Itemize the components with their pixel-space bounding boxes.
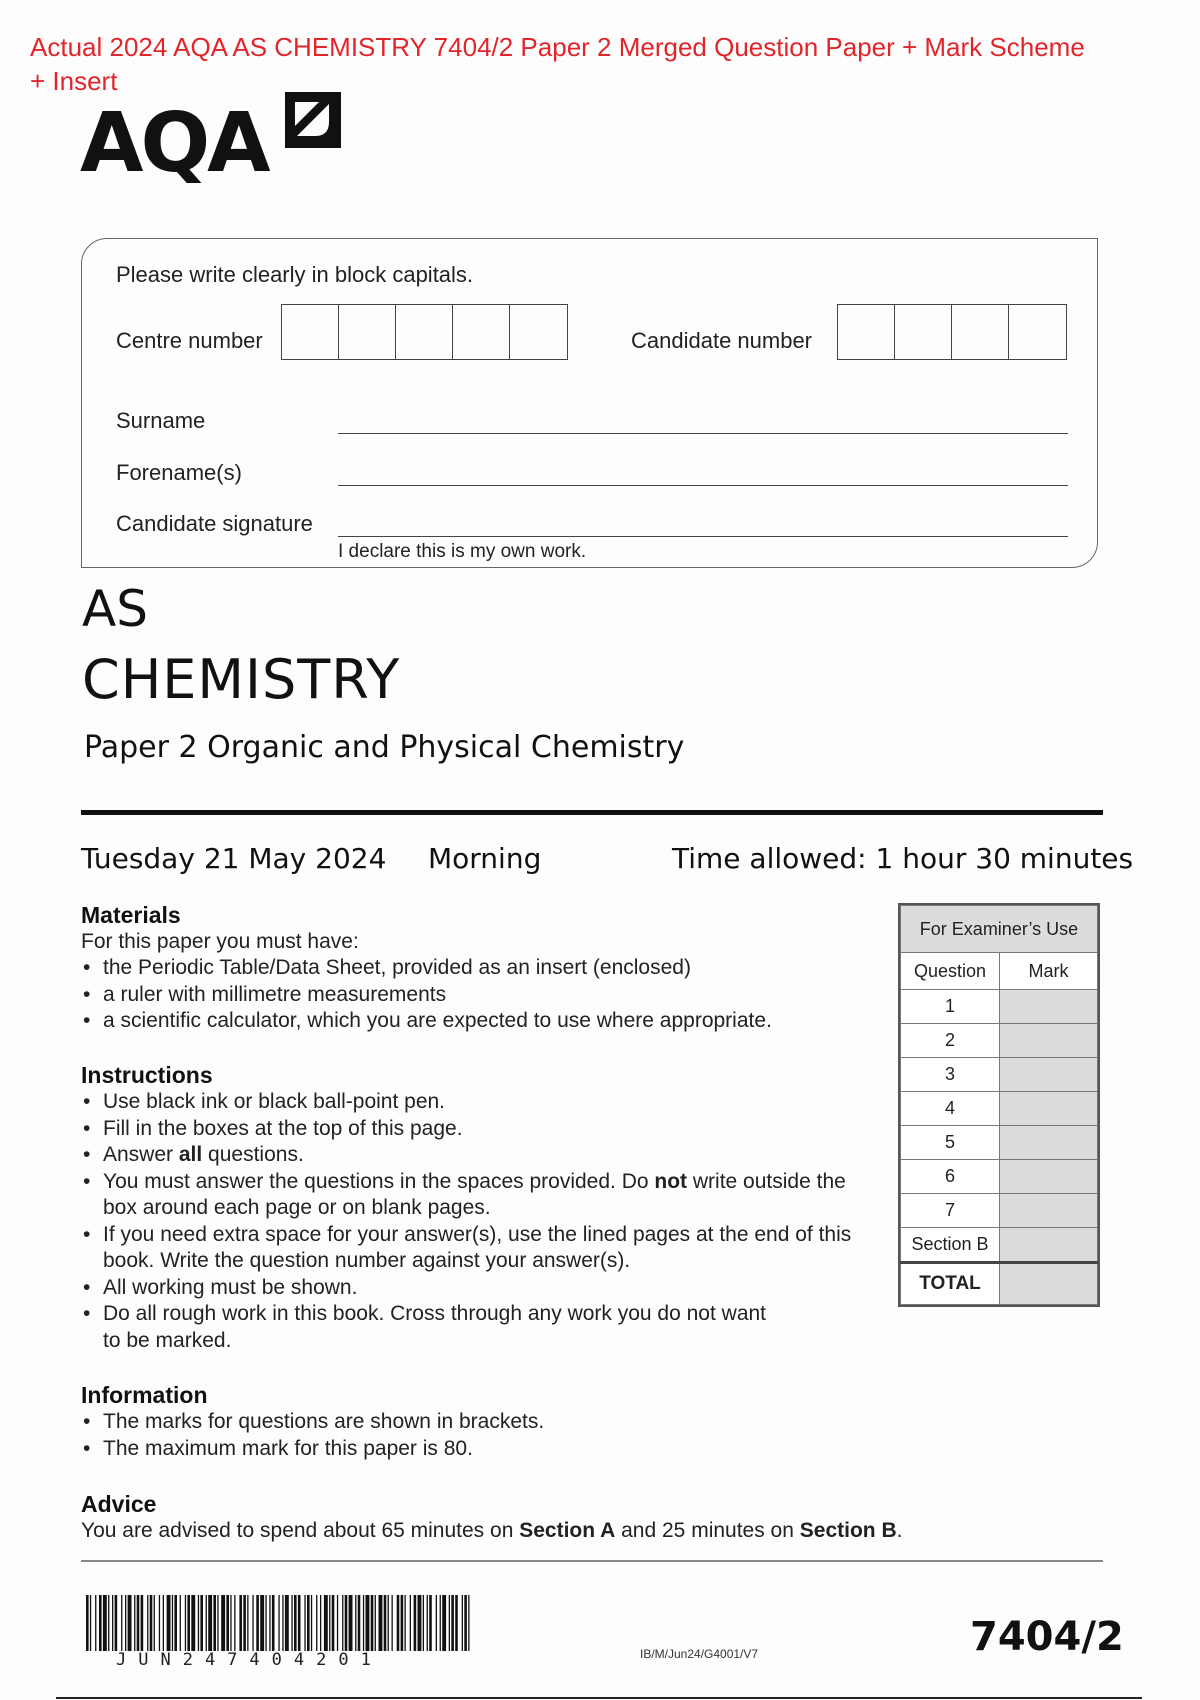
barcode-bar <box>307 1595 310 1651</box>
emphasis-text: all <box>178 1143 203 1166</box>
barcode-bar <box>291 1595 292 1651</box>
list-item <box>81 1142 871 1169</box>
information-section <box>81 1382 881 1462</box>
text-run: and 25 minutes on <box>615 1519 800 1542</box>
question-number: 3 <box>901 1058 1000 1092</box>
time-allowed: Time allowed: 1 hour 30 minutes <box>672 842 1134 875</box>
text-run: You must answer the questions in the spaces provided. Do <box>103 1169 655 1193</box>
barcode-bar <box>200 1595 203 1651</box>
examiner-use-table <box>898 903 1100 1307</box>
barcode-bar <box>464 1595 467 1651</box>
barcode-bar <box>125 1595 126 1651</box>
barcode-bar <box>252 1595 253 1651</box>
instructions-section <box>81 1062 871 1354</box>
list-item: • the Periodic Table/Data Sheet, provided as an insert (enclosed) <box>81 955 881 982</box>
barcode-bar <box>121 1595 122 1651</box>
mark-cell <box>1000 1228 1098 1263</box>
barcode-bar <box>137 1595 140 1651</box>
barcode-bar <box>265 1595 266 1651</box>
candidate-number-box[interactable] <box>838 305 895 359</box>
materials-section <box>81 902 881 1035</box>
barcode-bar <box>154 1595 155 1651</box>
question-number: 6 <box>901 1160 1000 1194</box>
list-item: • Use black ink or black ball-point pen. <box>81 1089 871 1116</box>
barcode-bar <box>324 1595 328 1651</box>
mark-cell <box>1000 1058 1098 1092</box>
exam-session: Morning <box>428 842 542 875</box>
instructions-heading: Instructions <box>81 1062 213 1088</box>
barcode-bar <box>134 1595 135 1651</box>
barcode-bar <box>397 1595 400 1651</box>
barcode-bar <box>379 1595 383 1651</box>
exam-date: Tuesday 21 May 2024 <box>81 842 387 875</box>
barcode-bar <box>174 1595 177 1651</box>
barcode-bar <box>405 1595 406 1651</box>
barcode-bar <box>243 1595 246 1651</box>
barcode-bar <box>115 1595 118 1651</box>
mark-cell <box>1000 990 1098 1024</box>
barcode-bar <box>278 1595 279 1651</box>
barcode-bar <box>418 1595 422 1651</box>
forenames-line[interactable] <box>338 485 1068 486</box>
barcode-bar <box>217 1595 218 1651</box>
candidate-signature-label: Candidate signature <box>116 511 313 536</box>
forenames-label: Forename(s) <box>116 460 242 485</box>
barcode-bar <box>316 1595 317 1651</box>
advice-section <box>81 1491 1081 1544</box>
barcode-bar <box>163 1595 164 1651</box>
text-run: Answer <box>103 1143 179 1166</box>
barcode-bar <box>442 1595 446 1651</box>
barcode-bar <box>342 1595 343 1651</box>
qualification-level: AS <box>82 580 148 638</box>
barcode-bar <box>332 1595 335 1651</box>
emphasis-text: Section B <box>799 1519 897 1542</box>
barcode-bar <box>198 1595 199 1651</box>
centre-number-box[interactable] <box>453 305 510 359</box>
question-number: 1 <box>901 990 1000 1024</box>
barcode-bar <box>337 1595 338 1651</box>
barcode-bar <box>247 1595 248 1651</box>
information-list <box>81 1409 881 1462</box>
barcode-bar <box>256 1595 259 1651</box>
surname-line[interactable] <box>338 433 1068 434</box>
text-run: You are advised to spend about 65 minutes on <box>81 1519 520 1542</box>
mark-cell <box>1000 1160 1098 1194</box>
barcode-bar <box>95 1595 96 1651</box>
list-item: • a scientific calculator, which you are expected to use where appropriate. <box>81 1008 881 1035</box>
barcode-bar <box>108 1595 109 1651</box>
logo-text: AQA <box>80 96 268 191</box>
instructions-list <box>81 1089 871 1354</box>
barcode-bar <box>468 1595 469 1651</box>
block-capitals-instruction: Please write clearly in block capitals. <box>116 262 474 287</box>
paper-title: Paper 2 Organic and Physical Chemistry <box>84 730 685 765</box>
barcode <box>86 1595 470 1651</box>
materials-heading: Materials <box>81 902 181 928</box>
barcode-bar <box>375 1595 376 1651</box>
barcode-bar <box>429 1595 432 1651</box>
table-row <box>901 1160 1098 1194</box>
table-row <box>901 1058 1098 1092</box>
barcode-bar <box>455 1595 458 1651</box>
barcode-bar <box>427 1595 428 1651</box>
list-item: • The maximum mark for this paper is 80. <box>81 1436 881 1463</box>
barcode-bar <box>269 1595 270 1651</box>
footer-divider <box>81 1560 1103 1562</box>
mark-column-header: Mark <box>1000 953 1098 990</box>
barcode-bar <box>208 1595 212 1651</box>
barcode-bar <box>410 1595 411 1651</box>
centre-number-box[interactable] <box>510 305 567 359</box>
barcode-bar <box>213 1595 216 1651</box>
barcode-bar <box>226 1595 229 1651</box>
total-label: TOTAL <box>901 1263 1000 1305</box>
centre-number-box[interactable] <box>282 305 339 359</box>
barcode-bar <box>363 1595 364 1651</box>
list-item: • All working must be shown. <box>81 1275 871 1302</box>
barcode-bar <box>103 1595 107 1651</box>
barcode-bar <box>90 1595 91 1651</box>
barcode-bar <box>191 1595 195 1651</box>
barcode-bar <box>167 1595 171 1651</box>
barcode-bar <box>185 1595 186 1651</box>
declaration-text: I declare this is my own work. <box>338 541 587 562</box>
question-number: 7 <box>901 1194 1000 1228</box>
emphasis-text: not <box>654 1169 688 1193</box>
question-number: 5 <box>901 1126 1000 1160</box>
barcode-bar <box>414 1595 417 1651</box>
barcode-bar <box>99 1595 102 1651</box>
subject-title: CHEMISTRY <box>82 648 401 711</box>
question-number: Section B <box>901 1228 1000 1263</box>
emphasis-text: Section A <box>519 1519 616 1542</box>
question-number: 4 <box>901 1092 1000 1126</box>
barcode-bar <box>187 1595 190 1651</box>
barcode-bar <box>355 1595 356 1651</box>
mark-cell <box>1000 1024 1098 1058</box>
question-number: 2 <box>901 1024 1000 1058</box>
barcode-bar <box>392 1595 393 1651</box>
barcode-bar <box>345 1595 348 1651</box>
barcode-bar <box>285 1595 289 1651</box>
barcode-bar <box>239 1595 242 1651</box>
advice-text <box>81 1518 1081 1544</box>
table-row <box>901 1024 1098 1058</box>
barcode-bar <box>366 1595 370 1651</box>
heading-divider <box>81 810 1103 815</box>
barcode-bar <box>384 1595 387 1651</box>
barcode-bar <box>141 1595 144 1651</box>
barcode-bar <box>230 1595 231 1651</box>
barcode-bar <box>440 1595 441 1651</box>
candidate-number-box[interactable] <box>1009 305 1066 359</box>
paper-reference: IB/M/Jun24/G4001/V7 <box>640 1647 759 1661</box>
aqa-logo <box>80 92 380 192</box>
barcode-bar <box>449 1595 450 1651</box>
barcode-bar <box>159 1595 160 1651</box>
barcode-bar <box>462 1595 463 1651</box>
mark-cell <box>1000 1126 1098 1160</box>
barcode-bar <box>388 1595 389 1651</box>
barcode-bar <box>147 1595 148 1651</box>
barcode-bar <box>401 1595 404 1651</box>
table-row <box>901 1228 1098 1263</box>
table-row <box>901 990 1098 1024</box>
centre-number-box[interactable] <box>339 305 396 359</box>
barcode-bar <box>423 1595 424 1651</box>
table-row <box>901 1194 1098 1228</box>
barcode-bar <box>206 1595 207 1651</box>
text-run: questions. <box>202 1143 304 1166</box>
barcode-bar <box>371 1595 374 1651</box>
barcode-bar <box>311 1595 312 1651</box>
candidate-number-box[interactable] <box>952 305 1009 359</box>
barcode-bar <box>260 1595 264 1651</box>
candidate-number-boxes[interactable] <box>837 304 1067 360</box>
barcode-bar <box>221 1595 225 1651</box>
barcode-bar <box>436 1595 437 1651</box>
barcode-bar <box>86 1595 89 1651</box>
list-item: • If you need extra space for your answer(s), use the lined pages at the end of this book. Write the question number against your answer(s). <box>81 1222 871 1275</box>
document-banner-title: Actual 2024 AQA AS CHEMISTRY 7404/2 Paper 2 Merged Question Paper + Mark Scheme + Insert <box>30 32 1085 96</box>
barcode-bar <box>358 1595 361 1651</box>
table-row <box>901 1092 1098 1126</box>
centre-number-box[interactable] <box>396 305 453 359</box>
advice-heading: Advice <box>81 1491 157 1517</box>
list-item: • a ruler with millimetre measurements <box>81 982 881 1009</box>
text-run: write outside the box around each page or on blank pages. <box>103 1169 846 1219</box>
page-bottom-rule <box>56 1697 1142 1699</box>
barcode-bar <box>329 1595 330 1651</box>
surname-label: Surname <box>116 408 206 433</box>
total-mark-cell <box>1000 1263 1098 1305</box>
barcode-digits: JUN247404201 <box>116 1650 383 1670</box>
barcode-bar <box>349 1595 353 1651</box>
question-column-header: Question <box>901 953 1000 990</box>
materials-intro: For this paper you must have: <box>81 930 359 953</box>
mark-cell <box>1000 1194 1098 1228</box>
materials-list <box>81 955 881 1035</box>
list-item: • Fill in the boxes at the top of this page. <box>81 1116 871 1143</box>
paper-code: 7404/2 <box>970 1614 1124 1660</box>
barcode-bar <box>282 1595 283 1651</box>
text-run: . <box>896 1519 903 1542</box>
total-row <box>901 1263 1098 1305</box>
candidate-number-box[interactable] <box>895 305 952 359</box>
signature-line[interactable] <box>338 536 1068 537</box>
candidate-number-label: Candidate number <box>631 328 813 353</box>
barcode-bar <box>451 1595 454 1651</box>
barcode-bar <box>172 1595 173 1651</box>
aqa-logo-mark-icon <box>285 92 341 148</box>
barcode-bar <box>320 1595 321 1651</box>
information-heading: Information <box>81 1382 208 1408</box>
barcode-bar <box>294 1595 297 1651</box>
barcode-bar <box>112 1595 113 1651</box>
list-item: • Do all rough work in this book. Cross through any work you do not want to be marked. <box>81 1301 783 1354</box>
barcode-bar <box>150 1595 153 1651</box>
barcode-bar <box>304 1595 305 1651</box>
list-item <box>81 1169 871 1222</box>
barcode-bar <box>272 1595 275 1651</box>
table-row <box>901 1126 1098 1160</box>
barcode-bar <box>234 1595 235 1651</box>
barcode-bar <box>298 1595 301 1651</box>
barcode-bar <box>128 1595 132 1651</box>
barcode-bar <box>180 1595 181 1651</box>
centre-number-boxes[interactable] <box>281 304 568 360</box>
mark-cell <box>1000 1092 1098 1126</box>
list-item: • The marks for questions are shown in brackets. <box>81 1409 881 1436</box>
centre-number-label: Centre number <box>116 328 263 353</box>
examiner-table-title: For Examiner’s Use <box>901 906 1098 953</box>
